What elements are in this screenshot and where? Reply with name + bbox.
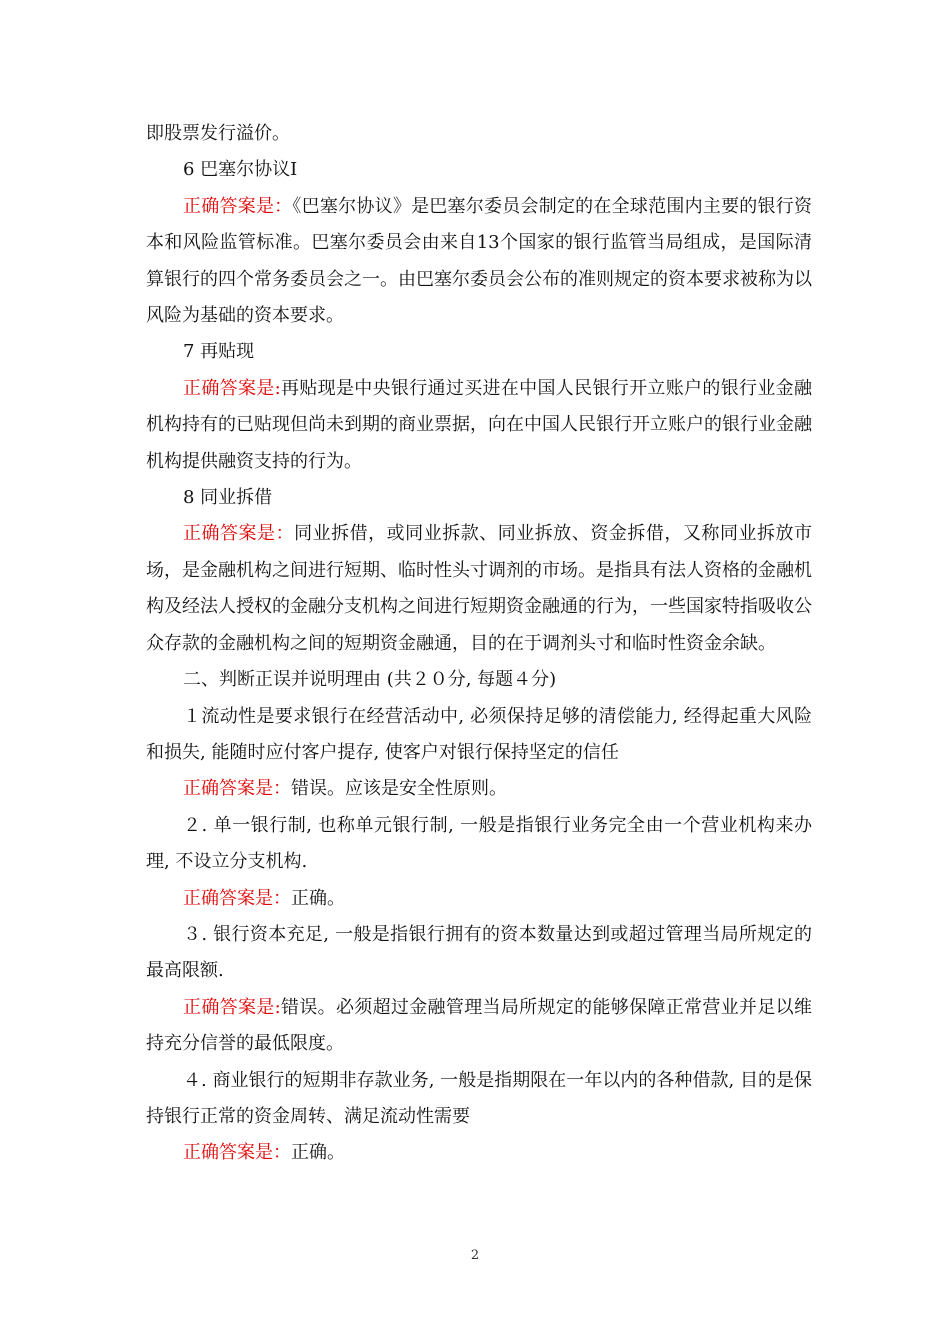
section-title: 二、判断正误并说明理由 (共２０分, 每题４分) <box>183 669 557 691</box>
answer-label: 正确答案是： <box>183 195 293 217</box>
judgment-answer <box>146 990 812 1063</box>
answer-text: 错误。应该是安全性原则。 <box>291 778 507 800</box>
answer-label: 正确答案是： <box>183 778 291 800</box>
term-answer <box>146 189 812 335</box>
answer-label: 正确答案是： <box>183 1142 291 1164</box>
term-answer <box>146 516 812 662</box>
judgment-answer <box>146 1135 812 1171</box>
answer-text: 错误。必须超过金融管理当局所规定的能够保障正常营业并足以维持充分信誉的最低限度。 <box>146 996 812 1055</box>
judgment-question: ２. 单一银行制, 也称单元银行制, 一般是指银行业务完全由一个营业机构来办理, 不设立分支机构. <box>146 814 812 873</box>
answer-text: 正确。 <box>291 887 345 909</box>
answer-label: 正确答案是： <box>183 523 295 545</box>
answer-text: 《巴塞尔协议》是巴塞尔委员会制定的在全球范围内主要的银行资本和风险监管标准。巴塞尔委员会由来自13个国家的银行监管当局组成，是国际清算银行的四个常务委员会之一。由巴塞尔委员会公布的准则规定的资本要求被称为以风险为基础的资本要求。 <box>146 195 813 327</box>
answer-text: 正确。 <box>291 1142 345 1164</box>
judgment-answer <box>146 881 812 917</box>
term-title: 8 同业拆借 <box>183 487 273 509</box>
judgment-question: ３. 银行资本充足, 一般是指银行拥有的资本数量达到或超过管理当局所规定的最高限额. <box>146 923 812 982</box>
intro-line: 即股票发行溢价。 <box>146 123 290 144</box>
term-answer <box>146 371 812 480</box>
judgment-question: ４. 商业银行的短期非存款业务, 一般是指期限在一年以内的各种借款, 目的是保持银行正常的资金周转、满足流动性需要 <box>146 1069 812 1127</box>
answer-text: 同业拆借，或同业拆款、同业拆放、资金拆借，又称同业拆放市场，是金融机构之间进行短期、临时性头寸调剂的市场。是指具有法人资格的金融机构及经法人授权的金融分支机构之间进行短期资金融通的行为，一些国家特指吸收公众存款的金融机构之间的短期资金融通，目的在于调剂头寸和临时性资金余缺。 <box>146 523 812 654</box>
page-number: 2 <box>470 1248 480 1263</box>
judgment-answer <box>146 771 812 807</box>
answer-text: 再贴现是中央银行通过买进在中国人民银行开立账户的银行业金融机构持有的已贴现但尚未到期的商业票据，向在中国人民银行开立账户的银行业金融机构提供融资支持的行为。 <box>146 377 812 472</box>
answer-label: 正确答案是: <box>183 377 281 399</box>
page-content <box>146 116 812 1172</box>
answer-label: 正确答案是: <box>183 996 281 1018</box>
term-title: 6 巴塞尔协议Ⅰ <box>183 159 298 181</box>
term-title: 7 再贴现 <box>183 341 255 363</box>
answer-label: 正确答案是： <box>183 887 291 909</box>
judgment-question: １流动性是要求银行在经营活动中, 必须保持足够的清偿能力, 经得起重大风险和损失, 能随时应付客户提存, 使客户对银行保持坚定的信任 <box>146 705 812 763</box>
